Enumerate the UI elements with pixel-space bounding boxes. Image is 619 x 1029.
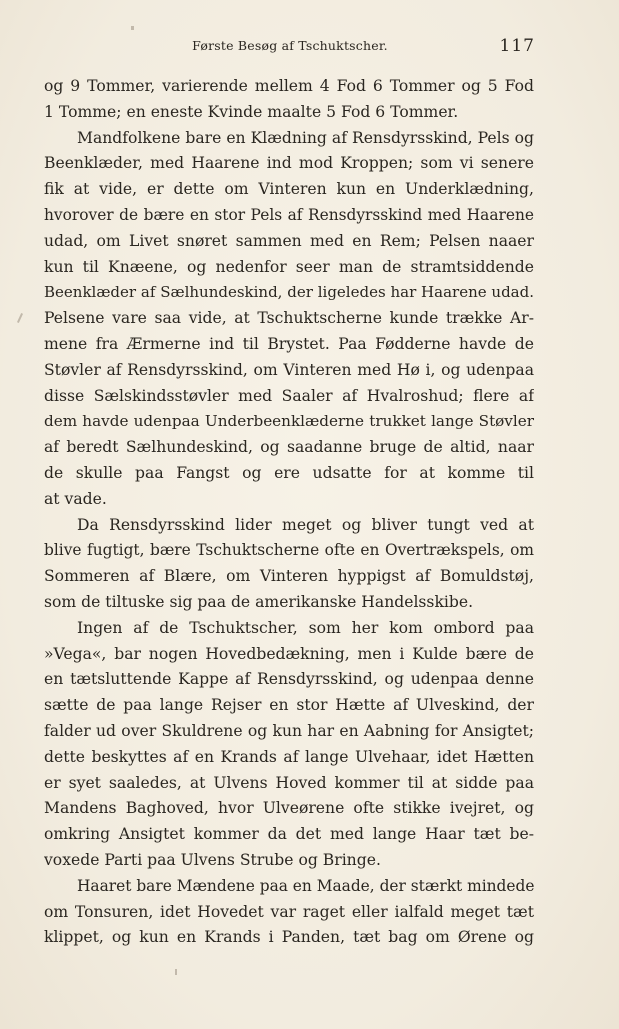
text-line: mene fra Ærmerne ind til Brystet. Paa Fødderne havde de (44, 334, 534, 353)
text-line: klippet, og kun en Krands i Panden, tæt bag om Ørene og (44, 928, 534, 947)
page-number: 117 (499, 36, 535, 56)
text-line: Beenklæder, med Haarene ind mod Kroppen; som vi senere (44, 154, 534, 173)
text-line: falder ud over Skuldrene og kun har en Aabning for Ansigtet; (44, 721, 534, 740)
running-title: Første Besøg af Tschuktscher. (192, 38, 388, 53)
text-line: disse Sælskindsstøvler med Saaler af Hvalroshud; flere af (44, 386, 534, 405)
text-line: Haaret bare Mændene paa en Maade, der stærkt mindede (77, 876, 534, 895)
text-line: voxede Parti paa Ulvens Strube og Bringe. (44, 850, 381, 869)
paper-speck (17, 313, 23, 323)
text-line: 1 Tomme; en eneste Kvinde maalte 5 Fod 6 Tommer. (44, 102, 459, 121)
text-line: Støvler af Rensdyrsskind, om Vinteren med Hø i, og udenpaa (44, 360, 534, 379)
text-line: Mandfolkene bare en Klædning af Rensdyrsskind, Pels og (77, 128, 534, 147)
paper-speck (175, 969, 177, 975)
text-line: en tætsluttende Kappe af Rensdyrsskind, og udenpaa denne (44, 670, 534, 689)
text-line: hvorover de bære en stor Pels af Rensdyrsskind med Haarene (44, 205, 534, 224)
text-line: er syet saaledes, at Ulvens Hoved kommer til at sidde paa (44, 773, 534, 792)
text-line: af beredt Sælhundeskind, og saadanne bruge de altid, naar (44, 438, 534, 457)
text-line: »Vega«, bar nogen Hovedbedækning, men i Kulde bære de (44, 644, 534, 663)
text-line: sætte de paa lange Rejser en stor Hætte af Ulveskind, der (44, 696, 534, 715)
text-line: Sommeren af Blære, om Vinteren hyppigst af Bomuldstøj, (44, 567, 534, 586)
text-line: om Tonsuren, idet Hovedet var raget eller ialfald meget tæt (44, 902, 534, 921)
text-line: at vade. (44, 489, 107, 508)
text-line: dette beskyttes af en Krands af lange Ulvehaar, idet Hætten (44, 747, 534, 766)
body-text (44, 74, 534, 951)
text-line: omkring Ansigtet kommer da det med lange Haar tæt be- (44, 825, 534, 844)
text-line: udad, om Livet snøret sammen med en Rem; Pelsen naaer (44, 231, 534, 250)
text-line: Da Rensdyrsskind lider meget og bliver tungt ved at (77, 515, 534, 534)
text-line: og 9 Tommer, varierende mellem 4 Fod 6 Tommer og 5 Fod (44, 77, 534, 95)
text-line: kun til Knæene, og nedenfor seer man de stramtsiddende (44, 257, 534, 276)
text-line: Beenklæder af Sælhundeskind, der ligeledes har Haarene udad. (44, 283, 534, 302)
text-line: dem havde udenpaa Underbeenklæderne trukket lange Støvler (44, 412, 534, 431)
text-line: de skulle paa Fangst og ere udsatte for at komme til (44, 463, 534, 482)
paper-speck (131, 26, 134, 30)
text-line: som de tiltuske sig paa de amerikanske Handelsskibe. (44, 592, 474, 611)
text-line: blive fugtigt, bære Tschuktscherne ofte en Overtrækspels, om (44, 541, 534, 560)
text-line: Mandens Baghoved, hvor Ulveørene ofte stikke ivejret, og (44, 799, 534, 818)
text-line: Ingen af de Tschuktscher, som her kom ombord paa (77, 618, 534, 637)
text-line: fik at vide, er dette om Vinteren kun en Underklædning, (44, 180, 534, 199)
page-header (0, 36, 619, 60)
text-line: Pelsene vare saa vide, at Tschuktscherne kunde trække Ar- (44, 309, 534, 328)
